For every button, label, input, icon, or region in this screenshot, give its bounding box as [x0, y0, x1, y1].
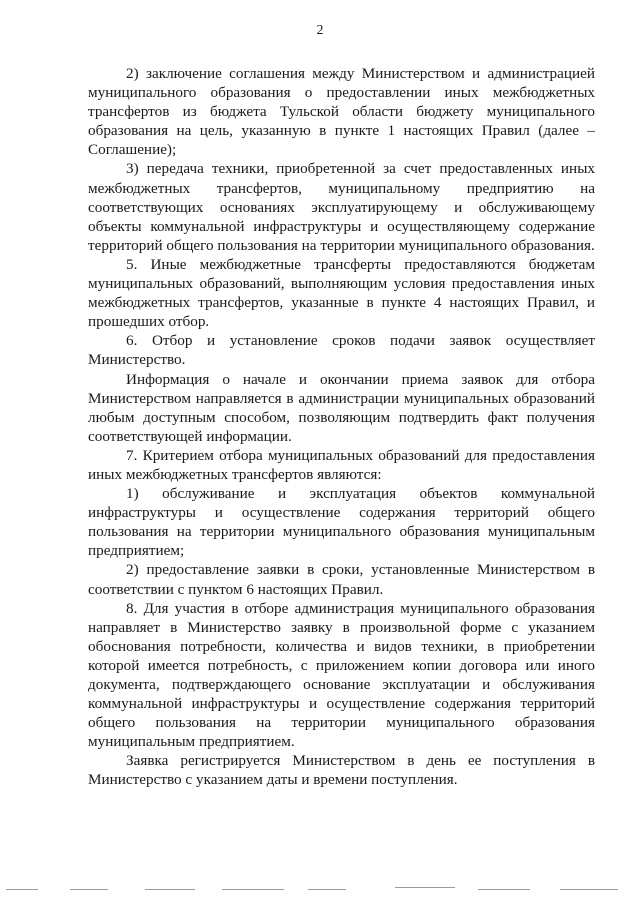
- scan-mark: [478, 889, 530, 890]
- paragraph-item-6: 6. Отбор и установление сроков подачи заявок осуществляет Министерство.: [88, 332, 595, 369]
- scan-mark: [560, 889, 618, 890]
- paragraph-information: Информация о начале и окончании приема заявок для отбора Министерством направляется в администрации муниципальных образований любым доступным способом, позволяющим подтвердить факт получения соответствующей информации.: [88, 370, 595, 445]
- scan-mark: [70, 889, 108, 890]
- scan-mark: [222, 889, 284, 890]
- paragraph-item-5: 5. Иные межбюджетные трансферты предоставляются бюджетам муниципальных образований, выполняющим условия предоставления иных межбюджетных трансфертов, указанные в пункте 4 настоящих Правил, и прошедших отбор.: [88, 255, 595, 331]
- scan-mark: [395, 887, 455, 888]
- scan-mark: [6, 889, 38, 890]
- page-number: 2: [316, 23, 324, 38]
- paragraph-item-8: 8. Для участия в отборе администрация муниципального образования направляет в Министерство заявку в произвольной форме с указанием обоснования потребности, количества и видов техники, в приобретении которой имеется потребность, с приложением копии договора или иного документа, подтверждающего основание эксплуатации и обслуживания коммунальной инфраструктуры и осуществление содержания территорий общего пользования на территории муниципального образования муниципальным предприятием.: [88, 599, 595, 751]
- paragraph-criterion-1: 1) обслуживание и эксплуатация объектов коммунальной инфраструктуры и осуществление содержания территорий общего пользования на территории муниципального образования муниципальным предприятием;: [88, 485, 595, 560]
- paragraph-agreement: 2) заключение соглашения между Министерством и администрацией муниципального образования о предоставлении иных межбюджетных трансфертов из бюджета Тульской области бюджету муниципального образования на цель, указанную в пункте 1 настоящих Правил (далее – Соглашение);: [88, 65, 595, 159]
- paragraph-item-7: 7. Критерием отбора муниципальных образований для предоставления иных межбюджетных трансфертов являются:: [88, 446, 595, 483]
- paragraph-equipment-transfer: 3) передача техники, приобретенной за счет предоставленных иных межбюджетных трансфертов, муниципальному предприятию на соответствующих основаниях эксплуатирующему и обслуживающему объекты коммунальной инфраструктуры и осуществляющему содержание территорий общего пользования на территории муниципального образования.: [88, 160, 595, 254]
- document-body: [88, 64, 595, 790]
- scan-mark: [145, 889, 195, 890]
- scan-mark: [308, 889, 346, 890]
- paragraph-criterion-2: 2) предоставление заявки в сроки, установленные Министерством в соответствии с пунктом 6 настоящих Правил.: [88, 561, 595, 598]
- paragraph-registration: Заявка регистрируется Министерством в день ее поступления в Министерство с указанием даты и времени поступления.: [88, 752, 595, 789]
